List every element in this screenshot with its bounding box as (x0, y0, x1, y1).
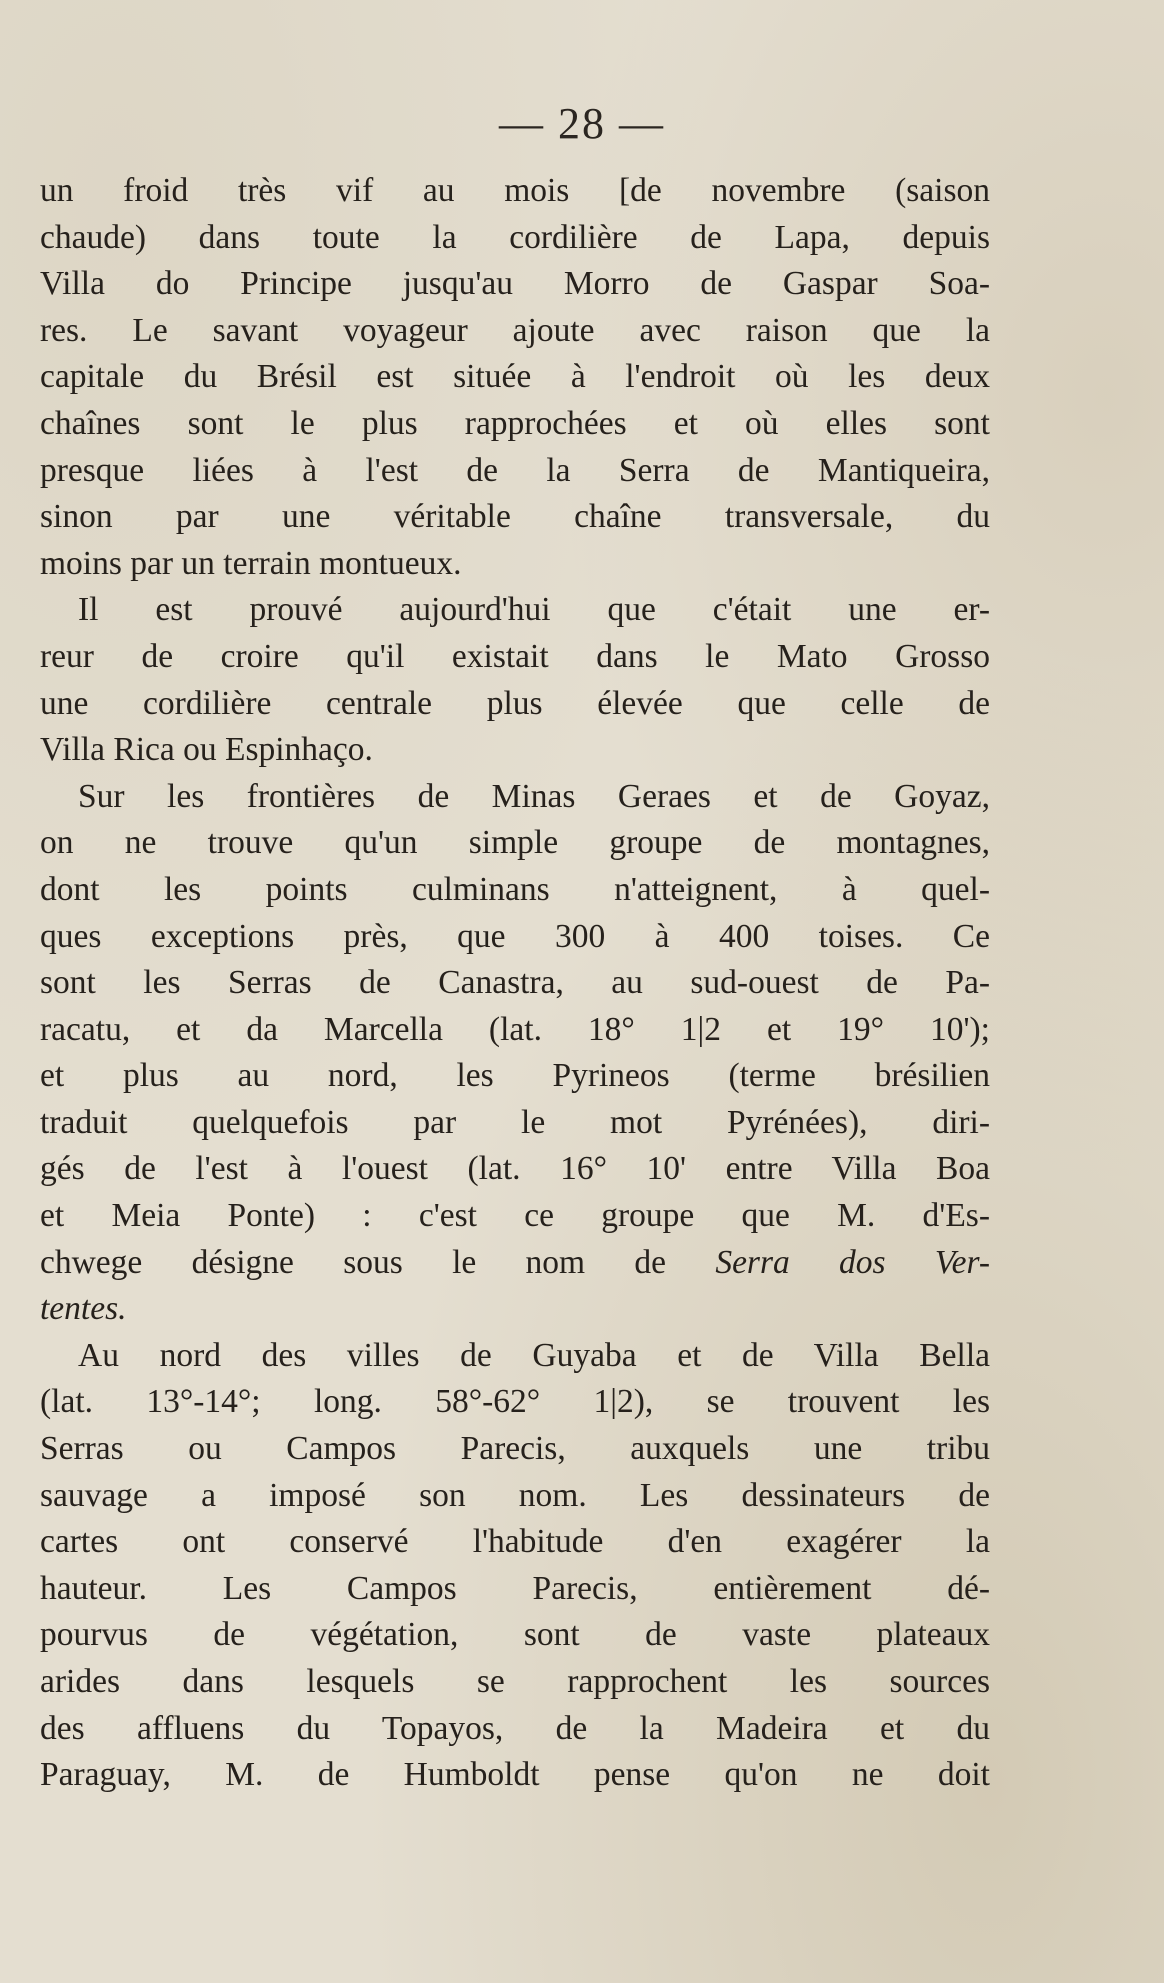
text-line: Au nord des villes de Guyaba et de Villa Bella (78, 1336, 990, 1374)
text-line: arides dans lesquels se rapprochent les sources (40, 1663, 990, 1700)
text-line: hauteur. Les Campos Parecis, entièrement dé- (40, 1569, 990, 1607)
text-line: chaude) dans toute la cordilière de Lapa, depuis (40, 218, 990, 256)
text-line: Paraguay, M. de Humboldt pense qu'on ne doit (40, 1756, 990, 1794)
text-line: et plus au nord, les Pyrineos (terme brésilien (40, 1057, 990, 1095)
text-line: (lat. 13°-14°; long. 58°-62° 1|2), se trouvent les (40, 1383, 990, 1421)
text-line: res. Le savant voyageur ajoute avec raison que la (40, 311, 990, 349)
text-line: traduit quelquefois par le mot Pyrénées), diri- (40, 1103, 990, 1141)
text-line: chaînes sont le plus rapprochées et où elles sont (40, 404, 990, 442)
text-line: capitale du Brésil est située à l'endroit où les deux (40, 358, 990, 396)
paragraph-4 (40, 1333, 990, 1799)
text-line: Sur les frontières de Minas Geraes et de Goyaz, (78, 777, 990, 815)
text-line: ques exceptions près, que 300 à 400 toises. Ce (40, 917, 990, 955)
paragraph-3 (40, 774, 990, 1333)
text-line-with-italic (40, 1240, 990, 1287)
italic-title: Serra dos Ver- (715, 1243, 991, 1281)
text-line: gés de l'est à l'ouest (lat. 16° 10' entre Villa Boa (40, 1150, 990, 1188)
text-line: sauvage a imposé son nom. Les dessinateurs de (40, 1476, 990, 1514)
text-line: une cordilière centrale plus élevée que celle de (40, 684, 990, 722)
text-line: sont les Serras de Canastra, au sud-ouest de Pa- (40, 964, 990, 1002)
text-line: reur de croire qu'il existait dans le Mato Grosso (40, 637, 990, 675)
text-line: Serras ou Campos Parecis, auxquels une tribu (40, 1430, 990, 1468)
text-line: Il est prouvé aujourd'hui que c'était une er- (78, 591, 990, 629)
page-body-text (40, 168, 990, 1799)
text-line: moins par un terrain montueux. (40, 544, 462, 582)
text-line: on ne trouve qu'un simple groupe de montagnes, (40, 824, 990, 862)
paragraph-2 (40, 587, 990, 773)
text-line: sinon par une véritable chaîne transversale, du (40, 498, 990, 536)
text-line: des affluens du Topayos, de la Madeira et du (40, 1709, 990, 1747)
paragraph-1 (40, 168, 990, 587)
text-line: Villa Rica ou Espinhaço. (40, 731, 373, 769)
page-number: — 28 — (499, 99, 665, 148)
text-line: cartes ont conservé l'habitude d'en exagérer la (40, 1523, 990, 1561)
text-segment: chwege désigne sous le nom de (40, 1243, 667, 1281)
text-line: presque liées à l'est de la Serra de Mantiqueira, (40, 451, 990, 489)
text-line: pourvus de végétation, sont de vaste plateaux (40, 1616, 990, 1654)
text-line: Villa do Principe jusqu'au Morro de Gaspar Soa- (40, 265, 990, 303)
text-line: et Meia Ponte) : c'est ce groupe que M. d'Es- (40, 1197, 990, 1235)
italic-line: tentes. (40, 1290, 127, 1328)
text-line: un froid très vif au mois [de novembre (saison (40, 172, 990, 209)
text-line: dont les points culminans n'atteignent, à quel- (40, 870, 990, 908)
text-line: racatu, et da Marcella (lat. 18° 1|2 et 19° 10'); (40, 1010, 990, 1048)
